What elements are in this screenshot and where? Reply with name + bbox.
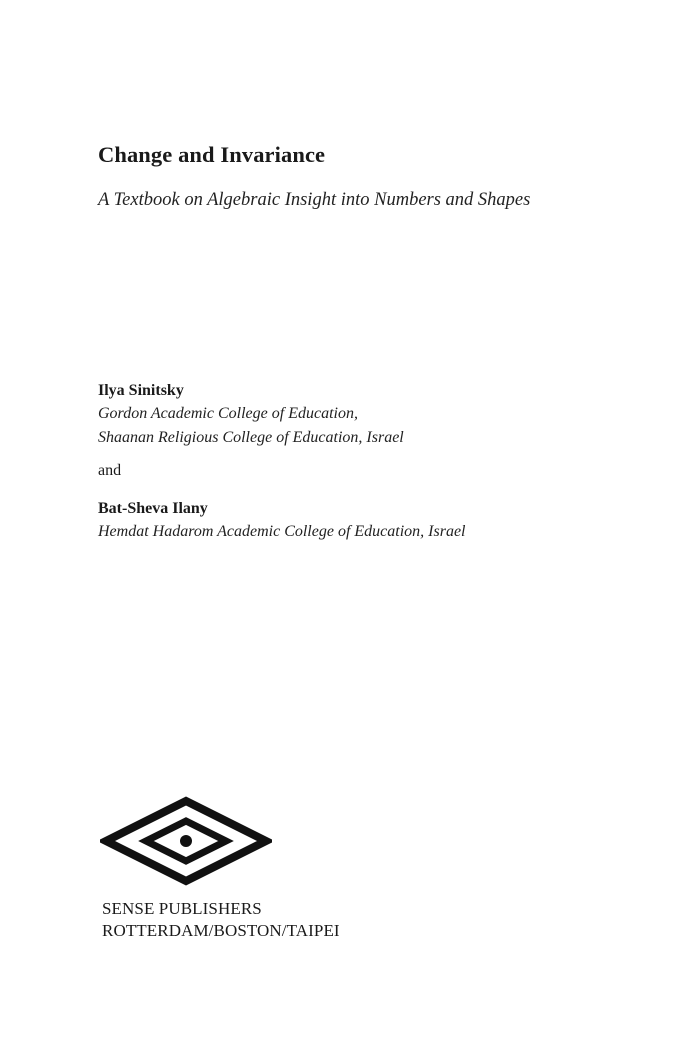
book-subtitle: A Textbook on Algebraic Insight into Numbers and Shapes (98, 190, 531, 210)
diamond-eye-logo-icon (100, 796, 272, 886)
publisher-name: SENSE PUBLISHERS (102, 899, 262, 918)
author-affiliation: Gordon Academic College of Education, (98, 405, 358, 422)
author-block-1 (98, 379, 404, 450)
publisher-imprint (102, 898, 340, 942)
author-name: Bat-Sheva Ilany (98, 500, 208, 517)
author-block-2 (98, 497, 466, 544)
author-conjunction: and (98, 462, 122, 479)
author-name: Ilya Sinitsky (98, 382, 184, 399)
author-affiliation: Hemdat Hadarom Academic College of Education, Israel (98, 523, 466, 540)
publisher-locations: ROTTERDAM/BOSTON/TAIPEI (102, 921, 340, 940)
author-affiliation: Shaanan Religious College of Education, Israel (98, 429, 404, 446)
book-title: Change and Invariance (98, 142, 326, 167)
